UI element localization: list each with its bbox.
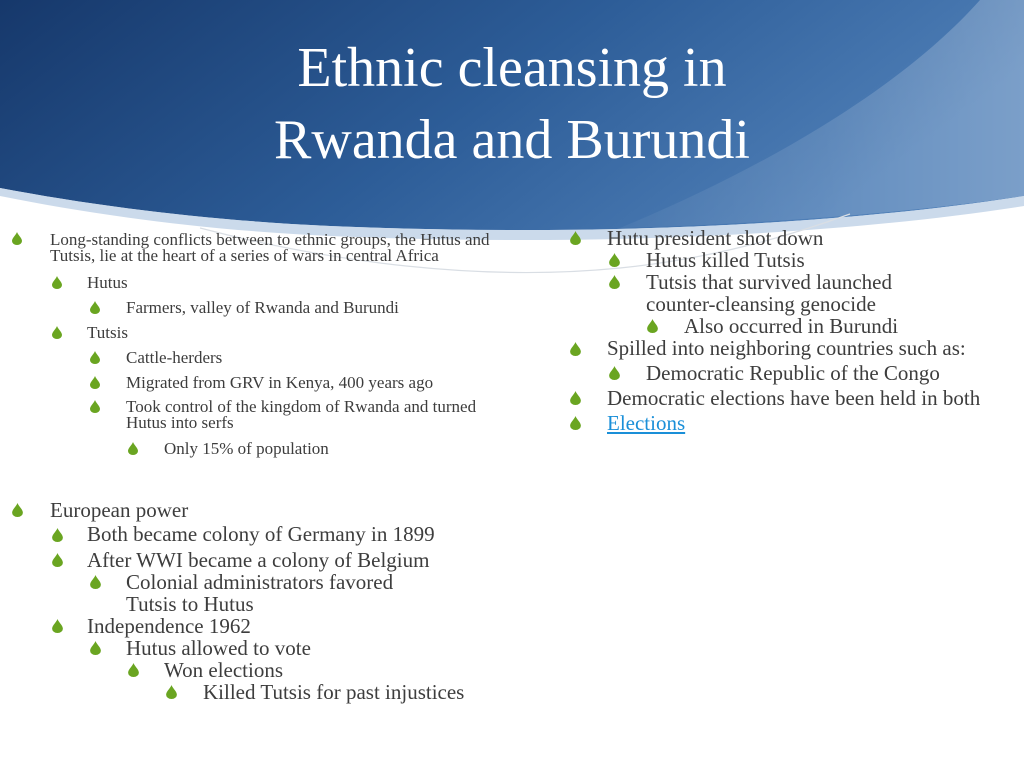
list-item-text: Long-standing conflicts between to ethnic groups, the Hutus and Tutsis, lie at the heart of a series of wars in central Africa — [50, 230, 490, 265]
left-column-bottom — [10, 499, 515, 703]
list-item-text: Hutus killed Tutsis — [646, 248, 805, 272]
list-item — [568, 384, 1008, 412]
list-item-text: Tutsis — [87, 323, 128, 342]
water-drop-icon — [570, 342, 581, 356]
list-item — [10, 374, 515, 392]
water-drop-icon — [90, 400, 100, 413]
list-item-text: Spilled into neighboring countries such as: — [607, 336, 966, 360]
list-item-text: Hutu president shot down — [607, 226, 824, 250]
list-item — [10, 521, 467, 546]
list-item-text: Cattle-herders — [126, 348, 223, 367]
list-item — [10, 615, 515, 637]
water-drop-icon — [166, 685, 177, 699]
list-item — [568, 227, 1008, 249]
list-item — [10, 543, 515, 571]
water-drop-icon — [52, 326, 62, 339]
list-item — [10, 440, 515, 458]
page-title — [0, 32, 1024, 176]
water-drop-icon — [52, 276, 62, 289]
water-drop-icon — [128, 663, 139, 677]
list-item-text: Democratic elections have been held in both — [607, 386, 981, 410]
elections-link[interactable]: Elections — [607, 411, 686, 435]
list-item-text: Both became colony of Germany in 1899 — [87, 522, 435, 546]
list-item — [10, 399, 515, 431]
list-item-text: Colonial administrators favored Tutsis to Hutus — [126, 570, 394, 616]
title-line-2: Rwanda and Burundi — [274, 109, 750, 171]
list-item — [568, 271, 1008, 315]
list-item-text: Farmers, valley of Rwanda and Burundi — [126, 298, 399, 317]
list-item-text: European power — [50, 498, 189, 522]
water-drop-icon — [52, 553, 63, 567]
water-drop-icon — [52, 619, 63, 633]
list-item — [10, 681, 515, 703]
list-item — [568, 337, 1008, 362]
list-item — [10, 571, 515, 615]
water-drop-icon — [609, 366, 620, 380]
water-drop-icon — [609, 253, 620, 267]
list-item — [10, 349, 515, 367]
water-drop-icon — [90, 351, 100, 364]
list-item-text: Also occurred in Burundi — [684, 314, 899, 338]
list-item-text: Only 15% of population — [164, 439, 329, 458]
water-drop-icon — [90, 376, 100, 389]
list-item — [10, 637, 515, 659]
list-item — [10, 324, 515, 342]
water-drop-icon — [52, 528, 63, 542]
list-item — [10, 274, 515, 292]
water-drop-icon — [609, 275, 620, 289]
list-item — [568, 362, 1008, 384]
list-item-text: Killed Tutsis for past injustices — [203, 680, 465, 704]
water-drop-icon — [570, 416, 581, 430]
list-item-text: Democratic Republic of the Congo — [646, 361, 940, 385]
water-drop-icon — [90, 641, 101, 655]
water-drop-icon — [90, 301, 100, 314]
list-item-text: Tutsis that survived launched counter-cleansing genocide — [646, 270, 892, 316]
water-drop-icon — [90, 575, 101, 589]
right-column — [568, 227, 1008, 434]
title-line-1: Ethnic cleansing in — [297, 37, 727, 99]
water-drop-icon — [570, 231, 581, 245]
left-column-top — [10, 232, 515, 458]
list-item-text: Won elections — [164, 658, 284, 682]
water-drop-icon — [12, 503, 23, 517]
list-item — [568, 249, 1008, 271]
list-item — [568, 315, 1008, 337]
water-drop-icon — [12, 232, 22, 245]
list-item — [10, 499, 515, 521]
list-item-text: After WWI became a colony of Belgium — [87, 548, 430, 572]
list-item-text: Independence 1962 — [87, 614, 251, 638]
list-item-text: Migrated from GRV in Kenya, 400 years ago — [126, 373, 434, 392]
list-item — [568, 412, 1008, 434]
list-item — [10, 299, 515, 317]
list-item-text: Hutus — [87, 273, 128, 292]
list-item-text: Hutus allowed to vote — [126, 636, 311, 660]
list-item — [10, 232, 515, 264]
water-drop-icon — [647, 319, 658, 333]
water-drop-icon — [128, 442, 138, 455]
list-item — [10, 659, 515, 681]
water-drop-icon — [570, 391, 581, 405]
list-item-text: Took control of the kingdom of Rwanda and turned Hutus into serfs — [126, 397, 477, 432]
